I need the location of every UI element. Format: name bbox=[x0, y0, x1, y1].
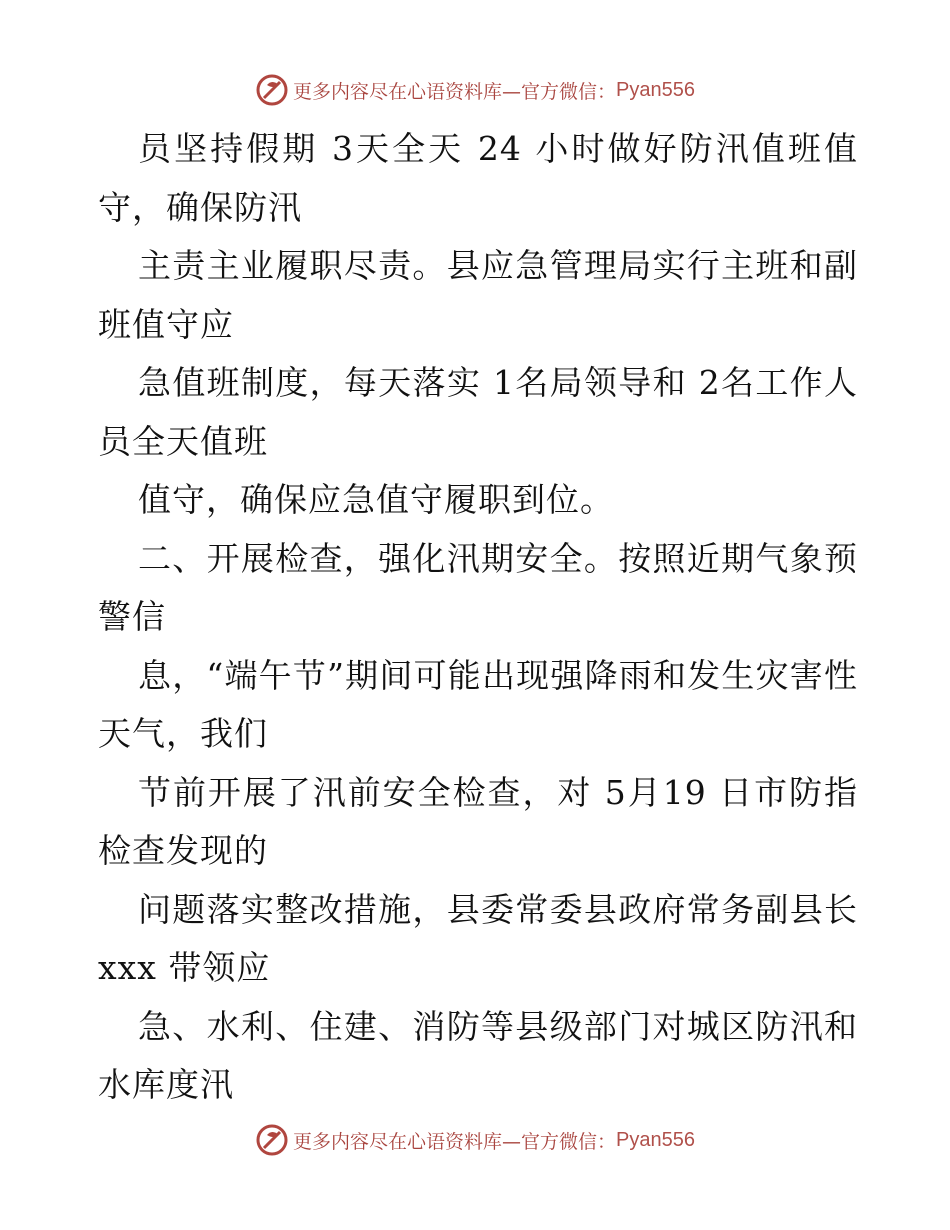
header-watermark bbox=[0, 70, 950, 110]
paragraph: 主责主业履职尽责。县应急管理局实行主班和副班值守应 bbox=[98, 246, 858, 344]
watermark-wechat-id: Pyan556 bbox=[616, 78, 695, 101]
paragraph: 息，“端午节”期间可能出现强降雨和发生灾害性天气，我们 bbox=[98, 655, 858, 753]
paragraph: 值守，确保应急值守履职到位。 bbox=[138, 480, 614, 519]
footer-watermark bbox=[0, 1120, 950, 1160]
watermark-text: 更多内容尽在心语资料库—官方微信： bbox=[293, 1130, 617, 1153]
paragraph: 二、开展检查，强化汛期安全。按照近期气象预警信 bbox=[98, 538, 858, 636]
brand-logo-icon bbox=[255, 73, 289, 107]
paragraph: 节前开展了汛前安全检查，对 5月19 日市防指检查发现的 bbox=[98, 772, 858, 870]
document-body bbox=[98, 120, 858, 1115]
brand-logo-icon bbox=[255, 1123, 289, 1157]
paragraph: 急值班制度，每天落实 1名局领导和 2名工作人员全天值班 bbox=[98, 363, 858, 461]
paragraph: 急、水利、住建、消防等县级部门对城区防汛和水库度汛 bbox=[98, 1006, 858, 1104]
watermark-text: 更多内容尽在心语资料库—官方微信： bbox=[293, 80, 617, 103]
paragraph: 员坚持假期 3天全天 24 小时做好防汛值班值守，确保防汛 bbox=[98, 129, 858, 227]
paragraph: 问题落实整改措施，县委常委县政府常务副县长 xxx 带领应 bbox=[98, 889, 858, 987]
watermark-wechat-id: Pyan556 bbox=[616, 1128, 695, 1151]
